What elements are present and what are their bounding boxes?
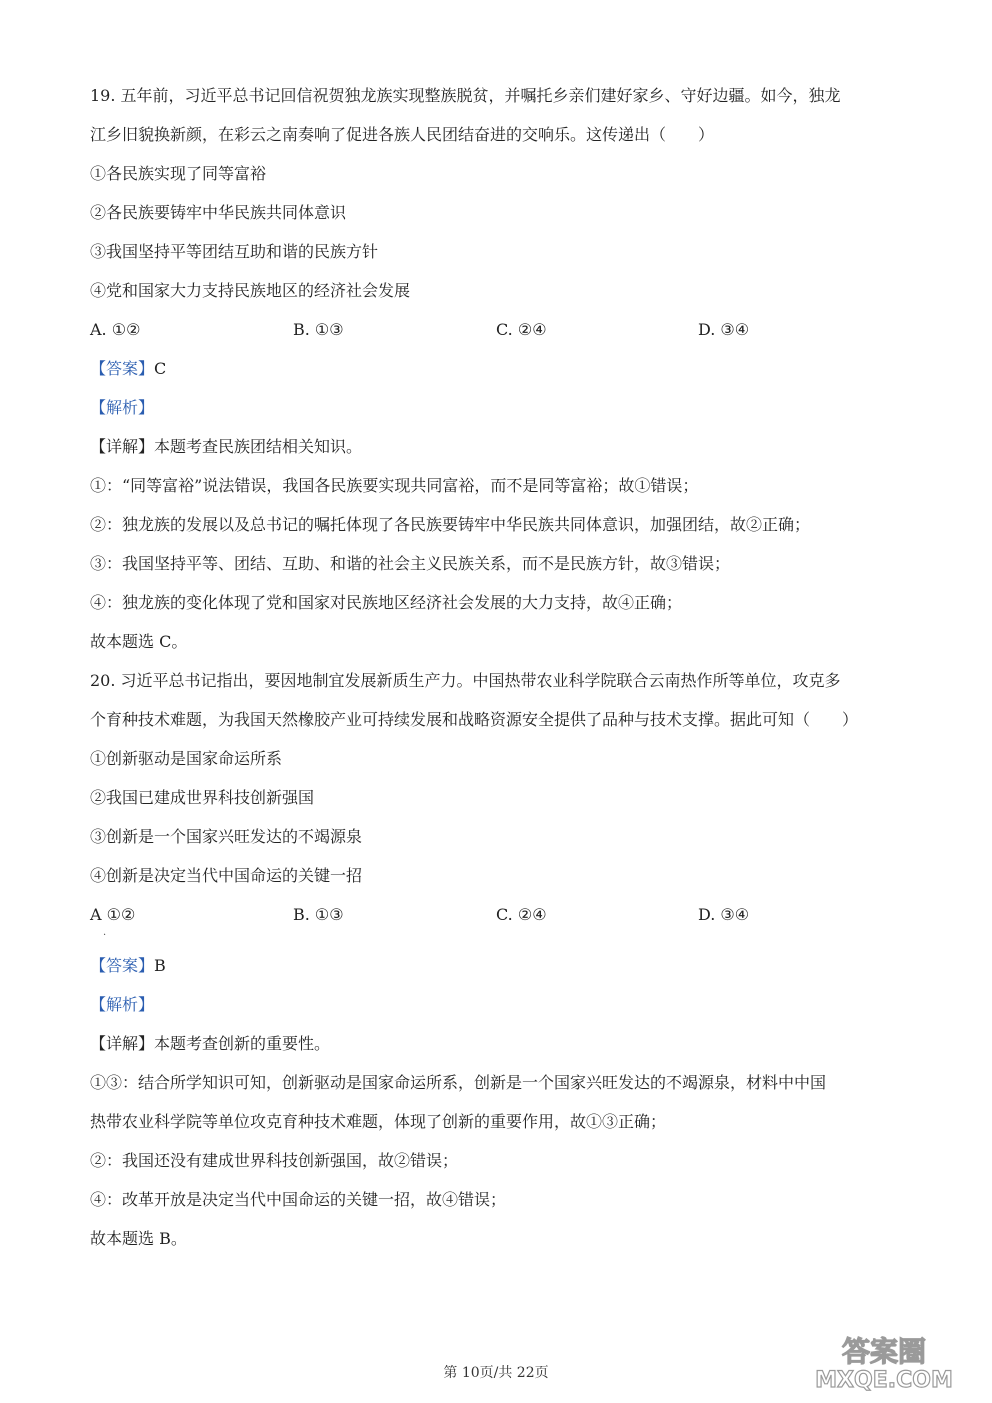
q19-option-c: C. ②④ (496, 320, 547, 339)
q20-item-2: ②我国已建成世界科技创新强国 (90, 788, 315, 807)
q19-stem-line-2: 江乡旧貌换新颜，在彩云之南奏响了促进各族人民团结奋进的交响乐。这传递出（ ） (90, 125, 715, 144)
q20-detail-intro: 本题考查创新的重要性。 (154, 1034, 331, 1053)
q19-explain-2: ②：独龙族的发展以及总书记的嘱托体现了各民族要铸牢中华民族共同体意识，加强团结，故②正确； (90, 515, 811, 534)
q20-option-c: C. ②④ (496, 905, 547, 924)
q20-detail (90, 1034, 910, 1054)
q20-conclusion: 故本题选 B。 (90, 1229, 187, 1248)
q19-option-a: A. ①② (90, 320, 141, 339)
q20-item-3: ③创新是一个国家兴旺发达的不竭源泉 (90, 827, 363, 846)
q20-stem-line-1: 20. 习近平总书记指出，要因地制宜发展新质生产力。中国热带农业科学院联合云南热作所等单位，攻克多 (90, 671, 841, 690)
q20-explain-4: ④：改革开放是决定当代中国命运的关键一招，故④错误； (90, 1190, 507, 1209)
q19-item-1: ①各民族实现了同等富裕 (90, 164, 267, 183)
q20-answer-tag: 【答案】 (90, 956, 155, 975)
q19-explain-4: ④：独龙族的变化体现了党和国家对民族地区经济社会发展的大力支持，故④正确； (90, 593, 683, 612)
q20-option-d: D. ③④ (698, 905, 750, 924)
q19-detail (90, 437, 910, 457)
q20-option-b: B. ①③ (293, 905, 344, 924)
q19-item-4: ④党和国家大力支持民族地区的经济社会发展 (90, 281, 411, 300)
q19-conclusion: 故本题选 C。 (90, 632, 188, 651)
q20-answer (90, 956, 910, 976)
watermark-logo (814, 1331, 954, 1393)
q19-analysis-tag: 【解析】 (90, 398, 155, 417)
q20-item-4: ④创新是决定当代中国命运的关键一招 (90, 866, 363, 885)
q20-item-1: ①创新驱动是国家命运所系 (90, 749, 283, 768)
page-footer: 第 10页/共 22页 (443, 1365, 549, 1381)
q19-answer-value: C (154, 359, 167, 378)
q19-option-d: D. ③④ (698, 320, 750, 339)
watermark-top-text: 答案圈 (841, 1335, 927, 1368)
q19-answer (90, 359, 910, 379)
q20-explain-1: ①③：结合所学知识可知，创新驱动是国家命运所系，创新是一个国家兴旺发达的不竭源泉，材料中中国 (90, 1073, 827, 1092)
q20-option-a: A ①② (90, 905, 136, 924)
q19-detail-intro: 本题考查民族团结相关知识。 (154, 437, 363, 456)
q20-explain-3: ②：我国还没有建成世界科技创新强国，故②错误； (90, 1151, 459, 1170)
q20-analysis-tag: 【解析】 (90, 995, 155, 1014)
q20-stem-line-2: 个育种技术难题，为我国天然橡胶产业可持续发展和战略资源安全提供了品种与技术支撑。据此可知（ ） (90, 710, 859, 729)
q19-detail-tag: 【详解】 (90, 437, 155, 456)
q19-stem-line-1: 19. 五年前，习近平总书记回信祝贺独龙族实现整族脱贫，并嘱托乡亲们建好家乡、守好边疆。如今，独龙 (90, 86, 841, 105)
watermark-bottom-text: MXQE.COM (815, 1368, 953, 1393)
q20-answer-value: B (154, 956, 166, 975)
q19-option-b: B. ①③ (293, 320, 344, 339)
q20-detail-tag: 【详解】 (90, 1034, 155, 1053)
q19-item-2: ②各民族要铸牢中华民族共同体意识 (90, 203, 347, 222)
q19-explain-1: ①：“同等富裕”说法错误，我国各民族要实现共同富裕，而不是同等富裕；故①错误； (90, 476, 699, 495)
stray-dot: · (103, 930, 107, 941)
q20-explain-2: 热带农业科学院等单位攻克育种技术难题，体现了创新的重要作用，故①③正确； (90, 1112, 667, 1131)
q19-item-3: ③我国坚持平等团结互助和谐的民族方针 (90, 242, 379, 261)
q19-answer-tag: 【答案】 (90, 359, 155, 378)
q19-explain-3: ③：我国坚持平等、团结、互助、和谐的社会主义民族关系，而不是民族方针，故③错误； (90, 554, 731, 573)
